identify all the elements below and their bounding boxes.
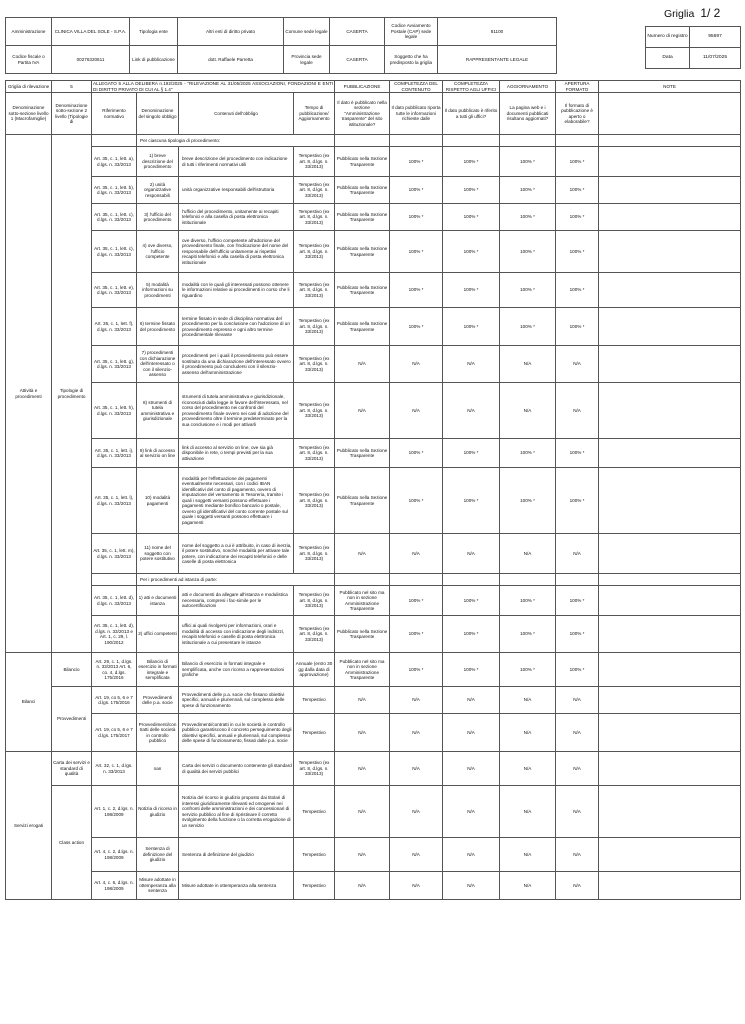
completezza-contenuto-value: 100% * [390,468,443,534]
tempo-pubblicazione: Tempestivo (ex art. 8, d.lgs. n. 33/2013) [294,752,335,786]
note-value [599,468,741,534]
tempo-pubblicazione: Tempestivo [294,872,335,900]
obbligo-contenuti: Misure adottate in ottemperanza alla sentenza [179,872,294,900]
obbligo-name: Bilancio di esercizio in formati integrale e semplificata [137,653,179,687]
completezza-contenuto-value: N/A [390,752,443,786]
section-tipologie: Tipologie di procedimento [52,135,92,653]
obbligo-name: Notizia di ricorso in giudizio [137,786,179,838]
header-q4: La pagina web e i documenti pubblicati risultano aggiornati? [500,93,556,135]
obbligo-contenuti: modalità per l'effettuazione dei pagamenti eventualmente necessari, con i codici IBAN identificativi del conto di pagamento, ovvero di imputazione del versamento in Tesoreria, tramite i quali i soggetti versanti possono effettuare i pagamenti mediante bonifico bancario o postale, ovvero gli identificativi del conto corrente postale sul quale i soggetti versanti possono effettuare i pagamenti [179,468,294,534]
obbligo-name: 2) uffici competenti [137,616,179,653]
pubblicazione-value: Pubblicato nel sito ma non in sezione Amministrazione Trasparente [335,653,390,687]
table-row [6,838,741,872]
rif-normativo: Art. 35, c. 1, lett. c), d.lgs. n. 33/2013 [92,231,137,273]
completezza-uffici-value: 100% * [443,273,500,308]
aggiornamento-value: N/A [500,752,556,786]
pubblicazione-value: N/A [335,752,390,786]
rif-normativo: Art. 29, c. 1, d.lgs. n. 33/2013 Art. 6, co. 4, d.lgs. 175/2016 [92,653,137,687]
col-note: NOTE [599,81,741,93]
header-table [5,17,557,74]
completezza-uffici-value: 100% * [443,308,500,346]
comune-label: Comune sede legale [284,18,330,46]
completezza-contenuto-value: N/A [390,714,443,752]
header-rif: Riferimento normativo [92,93,137,135]
completezza-contenuto-value: N/A [390,786,443,838]
cap-value: 81100 [438,18,557,46]
rif-normativo: Art. 1, c. 2, d.lgs. n. 198/2009 [92,786,137,838]
completezza-uffici-value: 100% * [443,616,500,653]
cap-label: Codice Avviamento Postale (CAP) sede legale [385,18,438,46]
pubblicazione-value: N/A [335,838,390,872]
tempo-pubblicazione: Tempestivo (ex art. 8, d.lgs. n. 33/2013) [294,273,335,308]
table-row [6,383,741,439]
provincia-label: Provincia sede legale [284,46,330,74]
completezza-contenuto-value: 100% * [390,439,443,468]
empty-cell [92,574,137,586]
empty-cell [335,574,390,586]
pubblicazione-value: Pubblicato nella Sezione Trasparente [335,468,390,534]
completezza-contenuto-value: 100% * [390,586,443,616]
header-q2: Il dato pubblicato riporta tutte le informazioni richieste dalle [390,93,443,135]
aggiornamento-value: 100% * [500,177,556,204]
note-value [599,616,741,653]
obbligo-name: 11) nome del soggetto con potere sostitutivo [137,534,179,574]
completezza-contenuto-value: 100% * [390,308,443,346]
tempo-pubblicazione: Tempestivo (ex art. 8, d.lgs. n. 33/2013) [294,177,335,204]
obbligo-name: 10) modalità pagamenti [137,468,179,534]
tempo-pubblicazione: Tempestivo (ex art. 8, d.lgs. n. 33/2013) [294,383,335,439]
completezza-uffici-value: 100% * [443,177,500,204]
completezza-uffici-value: 100% * [443,204,500,231]
griglia-value: 5 [52,81,92,93]
section-class-action: Class action [52,786,92,900]
header-q1: Il dato è pubblicato nella sezione "Amministrazione trasparente" del sito istituzionale? [335,93,390,135]
header-tempo: Tempo di pubblicazione/ Aggiornamento [294,93,335,135]
rif-normativo: Art. 35, c. 1, lett. e), d.lgs. n. 33/2013 [92,273,137,308]
link-value: dott. Raffaele Parretta [178,46,284,74]
completezza-contenuto-value: N/A [390,383,443,439]
obbligo-contenuti: Provvedimenti/contratti in cui le società in controllo pubblico garantiscono il concreto perseguimento degli obiettivi specifici, annuali e pluriennali, sul complesso delle spese di funzionamento, fissati dalle p.a. socie [179,714,294,752]
obbligo-contenuti: Sentenza di definizione del giudizio [179,838,294,872]
aggiornamento-value: 100% * [500,439,556,468]
amm-value: CLINICA VILLA DEL SOLE - S.P.A. [52,18,130,46]
header-den1: Denominazione sotto-sezione livello 1 (Macrofamiglie) [6,93,52,135]
header-contenuti: Contenuti dell'obbligo [179,93,294,135]
rif-normativo: Art. 35, c. 1, lett. h), d.lgs. n. 33/2013 [92,383,137,439]
table-row [6,687,741,714]
aggiornamento-value: 100% * [500,616,556,653]
obbligo-name: Misure adottate in ottemperanza alla sentenza [137,872,179,900]
header-den2: Denominazione sotto-sezione 2 livello (Tipologie di [52,93,92,135]
completezza-contenuto-value: 100% * [390,616,443,653]
apertura-value: N/A [556,346,599,383]
note-value [599,838,741,872]
tempo-pubblicazione: Tempestivo (ex art. 8, d.lgs. n. 33/2013) [294,468,335,534]
aggiornamento-value: 100% * [500,586,556,616]
obbligo-contenuti: link di accesso al servizio on line, ove sia già disponibile in rete, o tempi previsti per la sua attivazione [179,439,294,468]
table-row [6,439,741,468]
pubblicazione-value: N/A [335,714,390,752]
tempo-pubblicazione: Tempestivo [294,714,335,752]
apertura-value: N/A [556,383,599,439]
tempo-pubblicazione: Tempestivo (ex art. 8, d.lgs. n. 33/2013) [294,586,335,616]
completezza-contenuto-value: N/A [390,534,443,574]
col-completezza-uffici: COMPLETEZZA RISPETTO AGLI UFFICI [443,81,500,93]
completezza-uffici-value: N/A [443,786,500,838]
header-obbligo: Denominazione del singolo obbligo [137,93,179,135]
aggiornamento-value: N/A [500,872,556,900]
obbligo-name: 5) modalità informazioni su procedimenti [137,273,179,308]
completezza-uffici-value: N/A [443,752,500,786]
registry-num-value: 95697 [690,27,741,48]
obbligo-contenuti: breve descrizione del procedimento con indicazione di tutti i riferimenti normativi utili [179,147,294,177]
col-completezza-contenuto: COMPLETEZZA DEL CONTENUTO [390,81,443,93]
note-value [599,872,741,900]
aggiornamento-value: N/A [500,838,556,872]
obbligo-name: Provvedimenti delle p.a. socie [137,687,179,714]
soggetto-label: Soggetto che ha predisposto la griglia [385,46,438,74]
empty-cell [443,135,500,147]
apertura-value: 100% * [556,308,599,346]
table-row [6,308,741,346]
apertura-value: 100% * [556,653,599,687]
grid-title-text: Griglia [664,8,695,20]
completezza-uffici-value: N/A [443,838,500,872]
tempo-pubblicazione: Tempestivo (ex art. 8, d.lgs. n. 33/2013) [294,308,335,346]
amm-label: Amministrazione [6,18,52,46]
note-value [599,308,741,346]
obbligo-contenuti: Bilancio di esercizio in formati integrale e semplificata, anche con ricorso a rappresentazioni grafiche [179,653,294,687]
obbligo-name: 1) breve descrizione del procedimento [137,147,179,177]
note-value [599,231,741,273]
empty-cell [556,135,599,147]
obbligo-name: 1) atti e documenti istanza [137,586,179,616]
apertura-value: N/A [556,714,599,752]
note-value [599,204,741,231]
pubblicazione-value: Pubblicato nella Sezione Trasparente [335,308,390,346]
obbligo-contenuti: atti e documenti da allegare all'istanza e modulistica necessaria, compresi i fac-simile per le autocertificazioni [179,586,294,616]
pubblicazione-value: Pubblicato nella Sezione Trasparente [335,231,390,273]
note-value [599,147,741,177]
tipologia-label: Tipologia ente [130,18,178,46]
apertura-value: 100% * [556,147,599,177]
table-row [6,346,741,383]
empty-cell [390,574,443,586]
pubblicazione-value: Pubblicato nella Sezione Trasparente [335,616,390,653]
apertura-value: N/A [556,838,599,872]
completezza-uffici-value: 100% * [443,586,500,616]
empty-cell [443,574,500,586]
allegato-title: ALLEGATO 5 ALLA DELIBERA n.192/2025 - "RILEVAZIONE AL 31/05/2025 ASSOCIAZIONI, FONDAZIONI E ENTI DI DIRITTO PRIVATO DI CUI AL § 1.4" [93,81,334,92]
table-row [6,752,741,786]
soggetto-value: RAPPRESENTANTE LEGALE [438,46,557,74]
rif-normativo: Art. 19, co 5, 6 e 7 d.lgs. 175/2017 [92,714,137,752]
completezza-contenuto-value: 100% * [390,231,443,273]
note-value [599,346,741,383]
rif-normativo: Art. 35, c. 1, lett. m), d.lgs. n. 33/2013 [92,534,137,574]
rif-normativo: Art. 35, c. 1, lett. g), d.lgs. n. 33/2013 [92,346,137,383]
obbligo-contenuti: termine fissato in sede di disciplina normativa del procedimento per la conclusione con l'adozione di un provvedimento espresso e ogni altro termine procedimentale rilevante [179,308,294,346]
completezza-uffici-value: N/A [443,687,500,714]
link-label: Link di pubblicazione [130,46,178,74]
empty-cell [556,574,599,586]
apertura-value: 100% * [556,439,599,468]
table-row [6,786,741,838]
header-q3: Il dato pubblicato è riferito a tutti gli uffici? [443,93,500,135]
rif-normativo: Art. 35, c. 1, lett. d), d.lgs. n. 33/2013 [92,586,137,616]
section-carta: Carta dei servizi e standard di qualità [52,752,92,786]
subheader-per-ciascuna: Per ciascuna tipologia di procedimento: [137,135,335,147]
aggiornamento-value: N/A [500,687,556,714]
obbligo-name: 2) unità organizzative responsabili [137,177,179,204]
pubblicazione-value: Pubblicato nella Sezione Trasparente [335,273,390,308]
aggiornamento-value: 100% * [500,147,556,177]
table-row [6,653,741,687]
page-number: 1/ 2 [700,6,721,20]
tempo-pubblicazione: Tempestivo (ex art. 8, d.lgs. n. 33/2013) [294,616,335,653]
obbligo-name: 4) ove diverso, l'ufficio competente [137,231,179,273]
rif-normativo: Art. 35, c. 1, lett. f), d.lgs. n. 33/2013 [92,308,137,346]
aggiornamento-value: N/A [500,786,556,838]
subheader-per-istanza: Per i procedimenti ad istanza di parte: [137,574,335,586]
completezza-contenuto-value: 100% * [390,653,443,687]
apertura-value: 100% * [556,273,599,308]
note-value [599,439,741,468]
completezza-uffici-value: N/A [443,714,500,752]
pubblicazione-value: N/A [335,346,390,383]
completezza-uffici-value: 100% * [443,147,500,177]
header-q5: Il formato di pubblicazione è aperto o elaborabile? [556,93,599,135]
subheader-row [6,135,741,147]
col-apertura: APERTURA FORMATO [556,81,599,93]
aggiornamento-value: N/A [500,346,556,383]
table-row [6,147,741,177]
rif-normativo: Art. 19, co 5, 6 e 7 d.lgs. 175/2016 [92,687,137,714]
obbligo-contenuti: uffici ai quali rivolgersi per informazioni, orari e modalità di accesso con indicazione degli indirizzi, recapiti telefonici e caselle di posta elettronica istituzionale a cui presentare le istanze [179,616,294,653]
grid-title [664,6,720,20]
pubblicazione-value: N/A [335,872,390,900]
completezza-uffici-value: 100% * [443,231,500,273]
completezza-uffici-value: N/A [443,872,500,900]
table-row [6,714,741,752]
section-provvedimenti: Provvedimenti [52,687,92,752]
apertura-value: N/A [556,687,599,714]
completezza-uffici-value: 100% * [443,653,500,687]
aggiornamento-value: N/A [500,383,556,439]
tempo-pubblicazione: Tempestivo [294,687,335,714]
obbligo-contenuti: Provvedimenti delle p.a. socie che fissano obiettivi specifici, annuali e pluriennali, sul complesso delle spese di funzionamento [179,687,294,714]
note-value [599,653,741,687]
pubblicazione-value: N/A [335,687,390,714]
registry-date-label: Data [646,48,690,69]
table-row [6,616,741,653]
aggiornamento-value: 100% * [500,653,556,687]
obbligo-contenuti: unità organizzative responsabili dell'istruttoria [179,177,294,204]
rif-normativo: Art. 32, c. 1, d.lgs. n. 33/2013 [92,752,137,786]
section-bilancio: Bilancio [52,653,92,687]
completezza-uffici-value: N/A [443,383,500,439]
apertura-value: 100% * [556,468,599,534]
note-value [599,177,741,204]
empty-cell [500,135,556,147]
apertura-value: N/A [556,534,599,574]
registry-table [645,26,741,69]
empty-cell [599,135,741,147]
pubblicazione-value: N/A [335,383,390,439]
pubblicazione-value: Pubblicato nella Sezione Trasparente [335,177,390,204]
aggiornamento-value: 100% * [500,468,556,534]
header-note-empty [599,93,741,135]
rif-normativo: Art. 35, c. 1, lett. i), d.lgs. n. 33/2013 [92,439,137,468]
obbligo-contenuti: Carta dei servizi o documento contenente gli standard di qualità dei servizi pubblici [179,752,294,786]
apertura-value: 100% * [556,586,599,616]
tempo-pubblicazione: Tempestivo [294,786,335,838]
completezza-uffici-value: N/A [443,534,500,574]
completezza-contenuto-value: 100% * [390,147,443,177]
section-servizi: Servizi erogati [6,752,52,900]
col-pubblicazione: PUBBLICAZIONE [335,81,390,93]
note-value [599,687,741,714]
empty-cell [390,135,443,147]
apertura-value: N/A [556,752,599,786]
tempo-pubblicazione: Tempestivo (ex art. 8, d.lgs. n. 33/2013) [294,534,335,574]
tempo-pubblicazione: Tempestivo (ex art. 8, d.lgs. n. 33/2013) [294,147,335,177]
completezza-contenuto-value: N/A [390,687,443,714]
obbligo-name: 6) termine fissato del procedimento [137,308,179,346]
aggiornamento-value: N/A [500,714,556,752]
obbligo-name: 9) link di accesso al servizio on line [137,439,179,468]
obbligo-name: Provvedimenti/contratti delle società in controllo pubblico [137,714,179,752]
cf-label: Codice fiscale o Partita IVA [6,46,52,74]
table-row [6,468,741,534]
apertura-value: N/A [556,872,599,900]
obbligo-contenuti: procedimenti per i quali il provvedimento può essere sostituito da una dichiarazione dell'interessato ovvero il procedimento può concludersi con il silenzio-assenso dell'amministrazione [179,346,294,383]
obbligo-contenuti: strumenti di tutela amministrativa e giurisdizionale, riconosciuti dalla legge in favore dell'interessato, nel corso del procedimento nei confronti del provvedimento finale ovvero nei casi di adozione del provvedimento oltre il termine predeterminato per la sua conclusione e i modi per attivarli [179,383,294,439]
rif-normativo: Art. 35, c. 1, lett. b), d.lgs. n. 33/2013 [92,177,137,204]
note-value [599,383,741,439]
section-bilanci: Bilanci [6,653,52,752]
obbligo-contenuti: modalità con le quali gli interessati possono ottenere le informazioni relative ai procedimenti in corso che li riguardino [179,273,294,308]
note-value [599,786,741,838]
rif-normativo: Art. 4, c. 6, d.lgs. n. 198/2009 [92,872,137,900]
obbligo-contenuti: nome del soggetto a cui è attribuito, in caso di inerzia, il potere sostitutivo, nonché modalità per attivare tale potere, con indicazione dei recapiti telefonici e delle caselle di posta elettronica [179,534,294,574]
registry-num-label: Numero di registro [646,27,690,48]
empty-cell [500,574,556,586]
table-row [6,872,741,900]
section-attivita: Attività e procedimenti [6,135,52,653]
obbligo-name: nan [137,752,179,786]
apertura-value: N/A [556,786,599,838]
obbligo-name: 3) l'ufficio del procedimento [137,204,179,231]
obbligo-contenuti: l'ufficio del procedimento, unitamente ai recapiti telefonici e alla casella di posta elettronica istituzionale [179,204,294,231]
aggiornamento-value: 100% * [500,308,556,346]
pubblicazione-value: N/A [335,534,390,574]
table-row [6,273,741,308]
completezza-contenuto-value: 100% * [390,177,443,204]
table-row [6,204,741,231]
tempo-pubblicazione: Annuale (entro 30 gg dalla data di approvazione) [294,653,335,687]
empty-cell [92,135,137,147]
completezza-contenuto-value: N/A [390,346,443,383]
obbligo-contenuti: ove diverso, l'ufficio competente all'adozione del provvedimento finale, con l'indicazione del nome del responsabile dell'ufficio unitamente ai rispettivi recapiti telefonici e alla casella di posta elettronica istituzionale [179,231,294,273]
comune-value: CASERTA [330,18,385,46]
note-value [599,586,741,616]
pubblicazione-value: Pubblicato nella Sezione Trasparente [335,204,390,231]
completezza-uffici-value: N/A [443,346,500,383]
aggiornamento-value: 100% * [500,273,556,308]
completezza-contenuto-value: N/A [390,838,443,872]
obbligo-contenuti: Notizia del ricorso in giudizio proposto dai titolari di interessi giuridicamente rilevanti ed omogenei nei confronti delle amministrazioni e dei concessionari di servizio pubblico al fine di ripristinare il corretto svolgimento della funzione o la corretta erogazione di un servizio [179,786,294,838]
completezza-contenuto-value: 100% * [390,273,443,308]
main-table-body [6,81,741,900]
pubblicazione-value: Pubblicato nella Sezione Trasparente [335,147,390,177]
rif-normativo: Art. 35, c. 1, lett. c), d.lgs. n. 33/2013 [92,204,137,231]
tempo-pubblicazione: Tempestivo (ex art. 8, d.lgs. n. 33/2013) [294,346,335,383]
rif-normativo: Art. 35, c. 1, lett. d), d.lgs. n. 33/2013 e Art. 1, c. 29, l. 190/2012 [92,616,137,653]
note-value [599,714,741,752]
aggiornamento-value: N/A [500,534,556,574]
rif-normativo: Art. 35, c. 1, lett. a), d.lgs. n. 33/2013 [92,147,137,177]
note-value [599,752,741,786]
obbligo-name: 8) strumenti di tutela amministrativa e giurisdizionale [137,383,179,439]
note-value [599,273,741,308]
griglia-label: Griglia di rilevazione [6,81,52,93]
completezza-uffici-value: 100% * [443,468,500,534]
rif-normativo: Art. 35, c. 1, lett. l), d.lgs. n. 33/2013 [92,468,137,534]
completezza-contenuto-value: N/A [390,872,443,900]
main-table [5,80,741,900]
col-aggiornamento: AGGIORNAMENTO [500,81,556,93]
provincia-value: CASERTA [330,46,385,74]
empty-cell [335,135,390,147]
table-row [6,177,741,204]
tempo-pubblicazione: Tempestivo (ex art. 8, d.lgs. n. 33/2013) [294,439,335,468]
empty-cell [599,574,741,586]
aggiornamento-value: 100% * [500,231,556,273]
obbligo-name: 7) procedimenti con dichiarazione dell'interessato o con il silenzio-assenso [137,346,179,383]
pubblicazione-value: Pubblicato nella Sezione Trasparente [335,439,390,468]
table-row [6,231,741,273]
registry-date-value: 11/07/2025 [690,48,741,69]
tempo-pubblicazione: Tempestivo [294,838,335,872]
table-row [6,534,741,574]
obbligo-name: Sentenza di definizione del giudizio [137,838,179,872]
completezza-contenuto-value: 100% * [390,204,443,231]
tempo-pubblicazione: Tempestivo (ex art. 8, d.lgs. n. 33/2013) [294,204,335,231]
rif-normativo: Art. 4, c. 2, d.lgs. n. 198/2009 [92,838,137,872]
tipologia-value: Altri enti di diritto privato [178,18,284,46]
pubblicazione-value: Pubblicato nel sito ma non in sezione Amministrazione Trasparente [335,586,390,616]
table-row [6,586,741,616]
aggiornamento-value: 100% * [500,204,556,231]
apertura-value: 100% * [556,231,599,273]
cf-value: 00276320611 [52,46,130,74]
pubblicazione-value: N/A [335,786,390,838]
subheader-row [6,574,741,586]
apertura-value: 100% * [556,204,599,231]
completezza-uffici-value: 100% * [443,439,500,468]
apertura-value: 100% * [556,616,599,653]
note-value [599,534,741,574]
apertura-value: 100% * [556,177,599,204]
tempo-pubblicazione: Tempestivo (ex art. 8, d.lgs. n. 33/2013) [294,231,335,273]
